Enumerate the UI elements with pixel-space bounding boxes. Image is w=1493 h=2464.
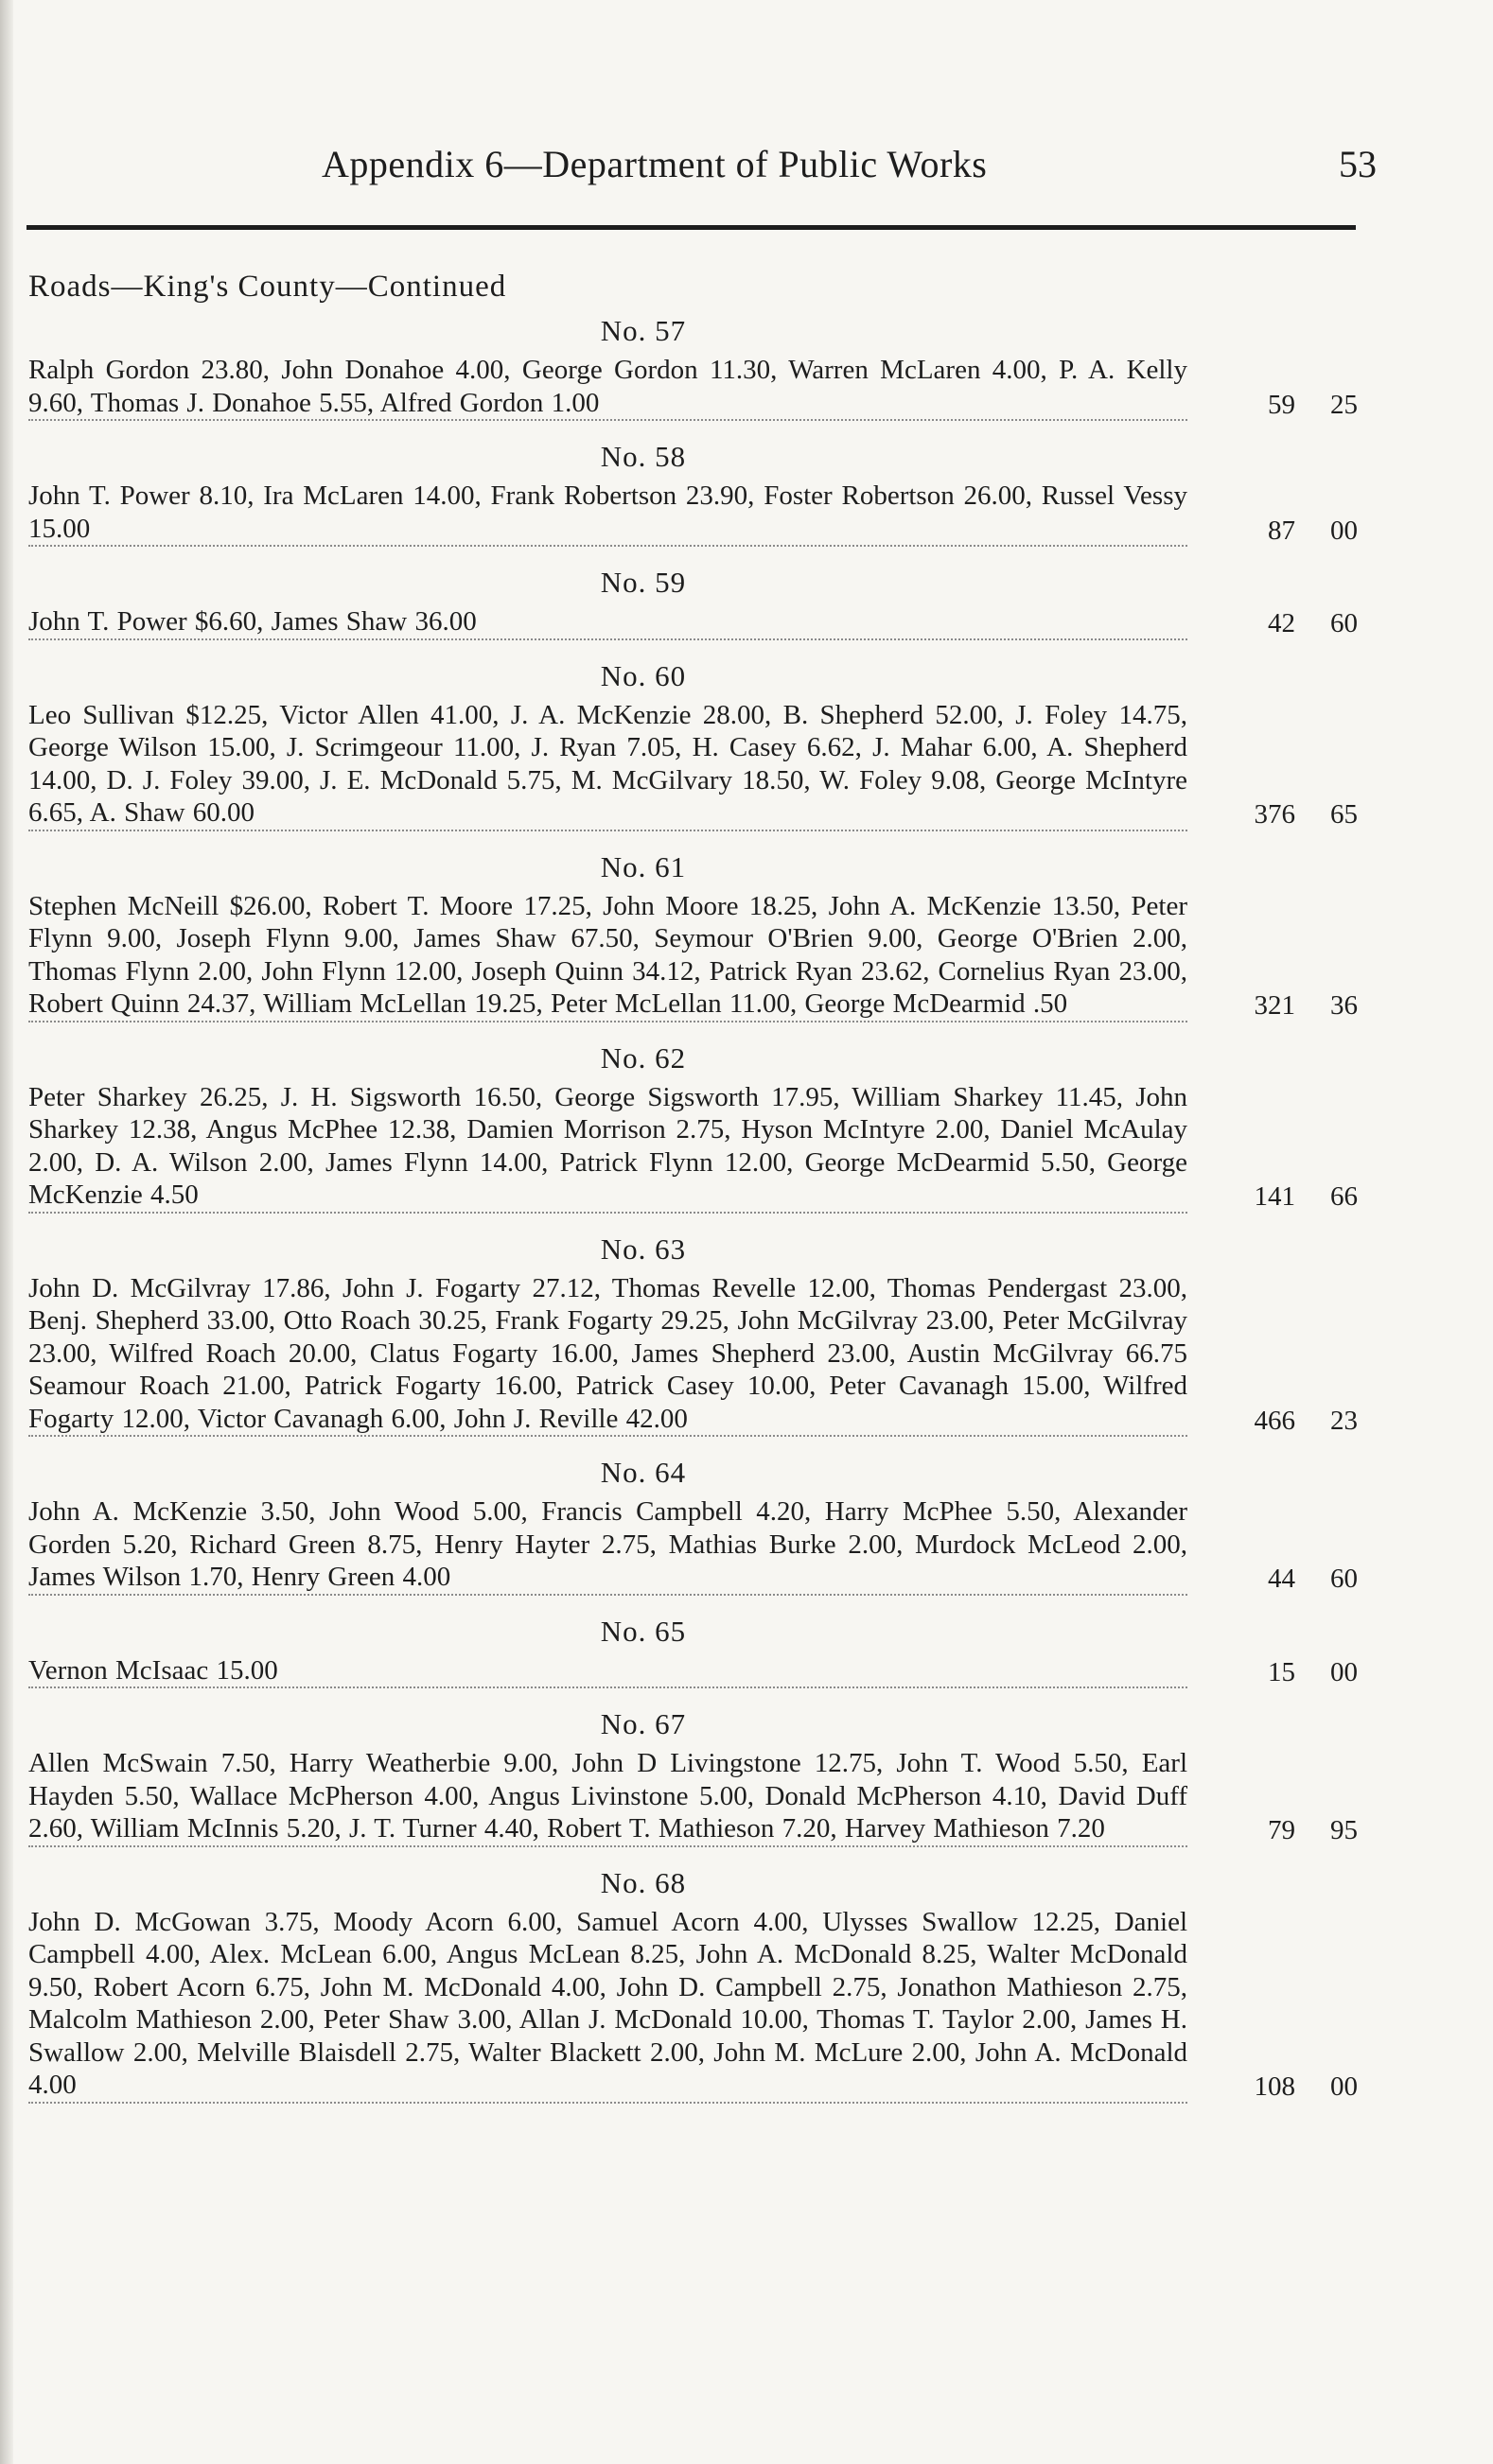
entries-list bbox=[28, 314, 1358, 2104]
entry-total bbox=[1187, 1656, 1358, 1689]
total-dollars: 42 bbox=[1268, 608, 1295, 638]
entry-total bbox=[1187, 1563, 1358, 1596]
entry-total bbox=[1187, 607, 1358, 640]
entry-row bbox=[28, 890, 1358, 1022]
entry-total bbox=[1187, 389, 1358, 422]
total-dollars: 79 bbox=[1268, 1815, 1295, 1845]
total-cents: 66 bbox=[1330, 1181, 1358, 1212]
entry-payees: John D. McGilvray 17.86, John J. Fogarty 27.12, Thomas Revelle 12.00, Thomas Pendergast 23.00, Benj. Shepherd 33.00, Otto Roach 30.25, Frank Fogarty 29.25, John McGilvray 23.00, Peter McGilvray 23.00, Wilfred Roach 20.00, Clatus Fogarty 16.00, James Shepherd 23.00, Austin McGilvray 66.75 Seamour Roach 21.00, Patrick Fogarty 16.00, Patrick Casey 10.00, Peter Cavanagh 15.00, Wilfred Fogarty 12.00, Victor Cavanagh 6.00, John J. Reville 42.00 bbox=[28, 1272, 1187, 1438]
account-entry bbox=[28, 1232, 1358, 1438]
account-entry bbox=[28, 566, 1358, 640]
entry-number: No. 63 bbox=[600, 1232, 687, 1266]
entry-row bbox=[28, 605, 1358, 640]
account-entry bbox=[28, 1707, 1358, 1847]
entry-number: No. 61 bbox=[600, 849, 687, 883]
entry-payees: Vernon McIsaac 15.00 bbox=[28, 1654, 1187, 1689]
account-entry bbox=[28, 440, 1358, 547]
total-cents: 00 bbox=[1330, 1656, 1358, 1687]
page-header bbox=[0, 142, 1493, 208]
total-cents: 25 bbox=[1330, 389, 1358, 420]
page-number: 53 bbox=[1339, 143, 1377, 185]
entry-payees: Peter Sharkey 26.25, J. H. Sigsworth 16.50, George Sigsworth 17.95, William Sharkey 11.45, John Sharkey 12.38, Angus McPhee 12.38, Damien Morrison 2.75, Hyson McIntyre 2.00, Daniel McAulay 2.00, D. A. Wilson 2.00, James Flynn 14.00, Patrick Flynn 12.00, George McDearmid 5.50, George McKenzie 4.50 bbox=[28, 1081, 1187, 1214]
total-dollars: 141 bbox=[1254, 1181, 1295, 1212]
entry-row bbox=[28, 1495, 1358, 1596]
total-dollars: 59 bbox=[1268, 389, 1295, 420]
entry-number: No. 58 bbox=[600, 440, 687, 473]
total-dollars: 466 bbox=[1254, 1405, 1295, 1436]
page-title: Appendix 6—Department of Public Works bbox=[322, 143, 988, 185]
account-entry bbox=[28, 1615, 1358, 1689]
page-body bbox=[28, 270, 1358, 2123]
total-cents: 00 bbox=[1330, 2071, 1358, 2102]
total-dollars: 44 bbox=[1268, 1564, 1295, 1594]
account-entry bbox=[28, 1456, 1358, 1596]
entry-row bbox=[28, 699, 1358, 831]
total-dollars: 15 bbox=[1268, 1656, 1295, 1687]
total-dollars: 87 bbox=[1268, 515, 1295, 546]
header-rule bbox=[26, 225, 1356, 230]
entry-total bbox=[1187, 1814, 1358, 1847]
entry-number: No. 67 bbox=[600, 1707, 687, 1740]
entry-row bbox=[28, 1654, 1358, 1689]
total-cents: 65 bbox=[1330, 799, 1358, 830]
entry-total bbox=[1187, 515, 1358, 548]
page-edge-shadow bbox=[0, 0, 13, 2464]
account-entry bbox=[28, 850, 1358, 1022]
total-dollars: 321 bbox=[1254, 990, 1295, 1021]
entry-payees: John T. Power 8.10, Ira McLaren 14.00, Frank Robertson 23.90, Foster Robertson 26.00, Russel Vessy 15.00 bbox=[28, 480, 1187, 547]
entry-number: No. 60 bbox=[600, 658, 687, 692]
entry-payees: John A. McKenzie 3.50, John Wood 5.00, Francis Campbell 4.20, Harry McPhee 5.50, Alexander Gorden 5.20, Richard Green 8.75, Henry Hayter 2.75, Mathias Burke 2.00, Murdock McLeod 2.00, James Wilson 1.70, Henry Green 4.00 bbox=[28, 1495, 1187, 1596]
entry-number: No. 57 bbox=[600, 314, 687, 347]
entry-payees: Leo Sullivan $12.25, Victor Allen 41.00, J. A. McKenzie 28.00, B. Shepherd 52.00, J. Foley 14.75, George Wilson 15.00, J. Scrimgeour 11.00, J. Ryan 7.05, H. Casey 6.62, J. Mahar 6.00, A. Shepherd 14.00, D. J. Foley 39.00, J. E. McDonald 5.75, M. McGilvary 18.50, W. Foley 9.08, George McIntyre 6.65, A. Shaw 60.00 bbox=[28, 699, 1187, 831]
account-entry bbox=[28, 314, 1358, 421]
entry-row bbox=[28, 1272, 1358, 1438]
entry-payees: John D. McGowan 3.75, Moody Acorn 6.00, Samuel Acorn 4.00, Ulysses Swallow 12.25, Daniel Campbell 4.00, Alex. McLean 6.00, Angus McLean 8.25, John A. McDonald 8.25, Walter McDonald 9.50, Robert Acorn 6.75, John M. McDonald 4.00, John D. Campbell 2.75, Jonathon Mathieson 2.75, Malcolm Mathieson 2.00, Peter Shaw 3.00, Allan J. McDonald 10.00, Thomas T. Taylor 2.00, James H. Swallow 2.00, Melville Blaisdell 2.75, Walter Blackett 2.00, John M. McLure 2.00, John A. McDonald 4.00 bbox=[28, 1906, 1187, 2104]
entry-total bbox=[1187, 798, 1358, 831]
entry-payees: Stephen McNeill $26.00, Robert T. Moore 17.25, John Moore 18.25, John A. McKenzie 13.50, Peter Flynn 9.00, Joseph Flynn 9.00, James Shaw 67.50, Seymour O'Brien 9.00, George O'Brien 2.00, Thomas Flynn 2.00, John Flynn 12.00, Joseph Quinn 34.12, Patrick Ryan 23.62, Cornelius Ryan 23.00, Robert Quinn 24.37, William McLellan 19.25, Peter McLellan 11.00, George McDearmid .50 bbox=[28, 890, 1187, 1022]
entry-payees: John T. Power $6.60, James Shaw 36.00 bbox=[28, 605, 1187, 640]
entry-number: No. 62 bbox=[600, 1040, 687, 1075]
entry-row bbox=[28, 480, 1358, 547]
entry-number: No. 59 bbox=[600, 566, 687, 599]
account-entry bbox=[28, 1866, 1358, 2104]
total-dollars: 108 bbox=[1254, 2071, 1295, 2102]
entry-row bbox=[28, 1906, 1358, 2104]
account-entry bbox=[28, 1041, 1358, 1214]
entry-number: No. 65 bbox=[600, 1614, 687, 1648]
entry-number: No. 68 bbox=[600, 1865, 687, 1899]
section-heading: Roads—King's County—Continued bbox=[28, 270, 507, 304]
entry-row bbox=[28, 1081, 1358, 1214]
entry-payees: Allen McSwain 7.50, Harry Weatherbie 9.00, John D Livingstone 12.75, John T. Wood 5.50, Earl Hayden 5.50, Wallace McPherson 4.00, Angus Livinstone 5.00, Donald McPherson 4.10, David Duff 2.60, William McInnis 5.20, J. T. Turner 4.40, Robert T. Mathieson 7.20, Harvey Mathieson 7.20 bbox=[28, 1747, 1187, 1847]
entry-total bbox=[1187, 989, 1358, 1022]
entry-total bbox=[1187, 1405, 1358, 1438]
entry-row bbox=[28, 354, 1358, 421]
total-cents: 95 bbox=[1330, 1815, 1358, 1845]
entry-total bbox=[1187, 2071, 1358, 2104]
total-cents: 36 bbox=[1330, 990, 1358, 1021]
entry-row bbox=[28, 1747, 1358, 1847]
total-cents: 60 bbox=[1330, 1564, 1358, 1594]
entry-payees: Ralph Gordon 23.80, John Donahoe 4.00, George Gordon 11.30, Warren McLaren 4.00, P. A. Kelly 9.60, Thomas J. Donahoe 5.55, Alfred Gordon 1.00 bbox=[28, 354, 1187, 421]
total-cents: 60 bbox=[1330, 608, 1358, 638]
entry-total bbox=[1187, 1180, 1358, 1214]
entry-number: No. 64 bbox=[600, 1456, 687, 1489]
total-dollars: 376 bbox=[1254, 799, 1295, 830]
total-cents: 00 bbox=[1330, 515, 1358, 546]
account-entry bbox=[28, 659, 1358, 831]
total-cents: 23 bbox=[1330, 1405, 1358, 1436]
